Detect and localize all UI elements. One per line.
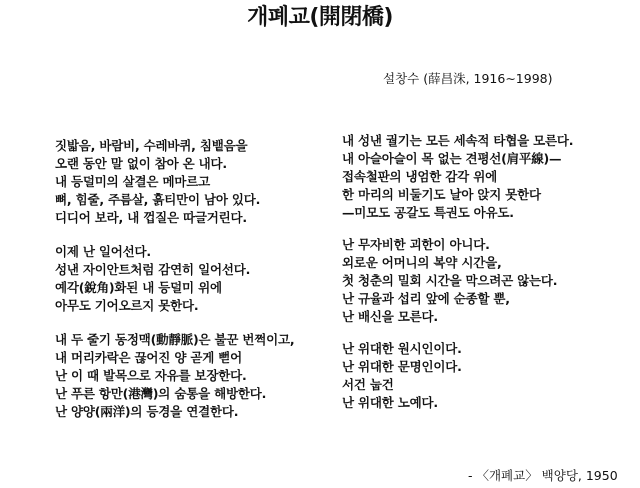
poem-right-column [342,132,632,412]
poem-line: 접속철판의 냉엄한 감각 위에 [342,169,497,184]
poem-line: 난 이 때 발목으로 자유를 보장한다. [55,368,247,383]
poem-line: 내 등덜미의 살결은 메마르고 [55,174,210,189]
poem-line: 아무도 기어오르지 못한다. [55,298,199,313]
poem-line: 내 두 줄기 동정맥(動靜脈)은 불꾼 번쩍이고, [55,332,295,347]
poem-line: 첫 청춘의 밀회 시간을 막으려곤 않는다. [342,273,558,288]
stanza [342,340,632,412]
poem-title: 개폐교(開閉橋) [247,5,393,30]
poem-line: 난 푸른 항만(港灣)의 숨통을 해방한다. [55,386,267,401]
poem-line: 난 배신을 모른다. [342,309,438,324]
stanza [342,132,632,222]
poem-line: 난 규율과 섭리 앞에 순종할 뿐, [342,291,510,306]
poem-line: 디디어 보라, 내 껍질은 따글거린다. [55,210,247,225]
poem-line: 난 위대한 노예다. [342,395,438,410]
poem-line: 난 위대한 원시인이다. [342,341,462,356]
poem-line: 외로운 어머니의 복약 시간을, [342,255,502,270]
poem-left-column [55,137,325,421]
poem-line: 서건 눕건 [342,377,394,392]
poem-line: 한 마리의 비둘기도 날아 앉지 못한다 [342,187,541,202]
stanza [342,236,632,326]
poem-author: 설창수 (薛昌洙, 1916∼1998) [383,71,553,86]
stanza [55,243,325,315]
poem-line: 난 무자비한 괴한이 아니다. [342,237,490,252]
poem-line: 난 양양(兩洋)의 등경을 연결한다. [55,404,239,419]
poem-line: 내 머리카락은 끊어진 양 곧게 뻗어 [55,350,243,365]
poem-line: 뼈, 힘줄, 주름살, 흙티만이 남아 있다. [55,192,261,207]
poem-line: 성낸 자이안트처럼 감연히 일어선다. [55,262,251,277]
poem-line: 난 위대한 문명인이다. [342,359,462,374]
poem-line: 내 아슬아슬이 목 없는 견평선(肩平線)— [342,151,562,166]
poem-line: 이제 난 일어선다. [55,244,151,259]
stanza [55,137,325,227]
stanza [55,331,325,421]
poem-line: 짓밟음, 바람비, 수레바퀴, 침뱉음을 [55,138,248,153]
poem-line: —미모도 공갈도 특권도 아유도. [342,205,514,220]
source-citation: - 〈개폐교〉 백양당, 1950 [468,468,618,483]
poem-line: 예각(銳角)화된 내 등덜미 위에 [55,280,222,295]
poem-line: 오랜 동안 말 없이 참아 온 내다. [55,156,227,171]
poem-line: 내 성낸 궐기는 모든 세속적 타협을 모른다. [342,133,574,148]
